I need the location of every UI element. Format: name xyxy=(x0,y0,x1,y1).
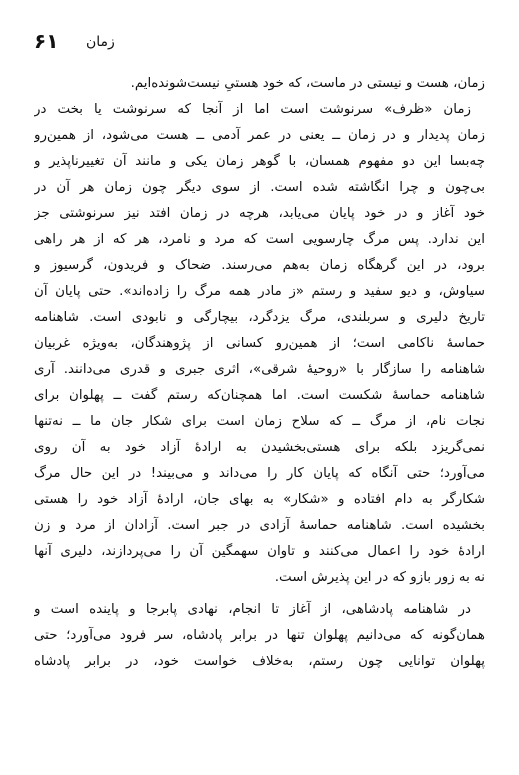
text-line: شاهنامه حماسهٔ شکست است. اما همچنان‌که رستم گفت ــ پهلوان برای xyxy=(34,388,485,403)
text-line: نجات نام، از مرگ ــ که سلاح زمان است برای شکار جان ما ــ نه‌تنها xyxy=(34,414,485,429)
text-line: حماسهٔ ناکامی است؛ از همین‌رو کسانی از پژوهندگان، به‌ویژه غربیان xyxy=(34,336,485,351)
text-line: تاریخ دلیری و سربلندی، مرگ یزدگرد، بیچارگی و نابودی است. شاهنامه xyxy=(34,310,485,325)
text-line: این ندارد. پس مرگ چارسویی است که مرد و نامرد، هر که از هر راهی xyxy=(34,232,485,247)
text-line: سیاوش، و دیو سفید و رستم «ز مادر همه مرگ را زاده‌اند». حتی پایان آن xyxy=(34,284,485,299)
text-line: بخشیده است. شاهنامه حماسهٔ آزادی در جبر است. آزادان از مرد و زن xyxy=(34,518,485,533)
running-head: زمان xyxy=(86,34,115,50)
text-line: زمان پدیدار و در زمان ــ یعنی در عمر آدمی ــ هست می‌شود، از همین‌رو xyxy=(34,128,485,143)
paragraph-1 xyxy=(34,71,485,97)
text-line: پهلوان توانایی چون رستم، به‌خلاف خواست خود، در برابر پادشاه xyxy=(34,654,485,669)
book-page xyxy=(34,28,485,768)
page-header xyxy=(34,28,485,58)
text-line: همان‌گونه که می‌دانیم پهلوان تنها در برابر پادشاه، سر فرود می‌آورد؛ حتی xyxy=(34,628,485,643)
text-line: برود، در این گرهگاه زمان به‌هم می‌رسند. ضحاک و فریدون، گرسیوز و xyxy=(34,258,485,273)
paragraph-2 xyxy=(34,97,485,591)
text-line: نمی‌گریزد بلکه برای هستی‌بخشیدن به ارادهٔ آزاد خود به آن روی xyxy=(34,440,485,455)
text-line: می‌آورد؛ حتی آنگاه که پایان کار را می‌داند و می‌بیند! در این حال مرگ xyxy=(34,466,485,481)
text-line: خود آغاز و در خود پایان می‌یابد، هرچه در زمان افتد نیز سرنوشتی جز xyxy=(34,206,485,221)
text-line: ارادهٔ خود را اعمال می‌کنند و تاوان سهمگین آن را می‌پردازند، دلیری آنها xyxy=(34,544,485,559)
text-line: زمان «ظرف» سرنوشت است اما از آنجا که سرنوشت یا بخت در xyxy=(34,102,471,117)
text-line: نه به زور بازو که در این پذیرش است. xyxy=(274,570,485,585)
text-line: در شاهنامه پادشاهی، از آغاز تا انجام، نهادی پابرجا و پاینده است و xyxy=(34,602,471,617)
text-line: چه‌بسا این دو مفهوم همسان، با گوهر زمان یکی و مانند آن تغییرناپذیر و xyxy=(34,154,485,169)
text-line: زمان، هست و نیستی در ماست، که خود هستیِ نیست‌شونده‌ایم. xyxy=(130,76,485,91)
paragraph-3 xyxy=(34,597,485,675)
text-line: شکارگر به دام افتاده و «شکار» به بهای جان، ارادهٔ آزاد خود را هستی xyxy=(34,492,485,507)
body-text xyxy=(34,71,485,675)
text-line: شاهنامه را سازگار با «روحیهٔ شرقی»، اثری جبری و قدری می‌دانند. آری xyxy=(34,362,485,377)
text-line: بی‌چون و چرا انگاشته شده است. از سوی دیگر چون زمان هر آن در xyxy=(34,180,485,195)
page-number: ۶۱ xyxy=(34,29,59,53)
